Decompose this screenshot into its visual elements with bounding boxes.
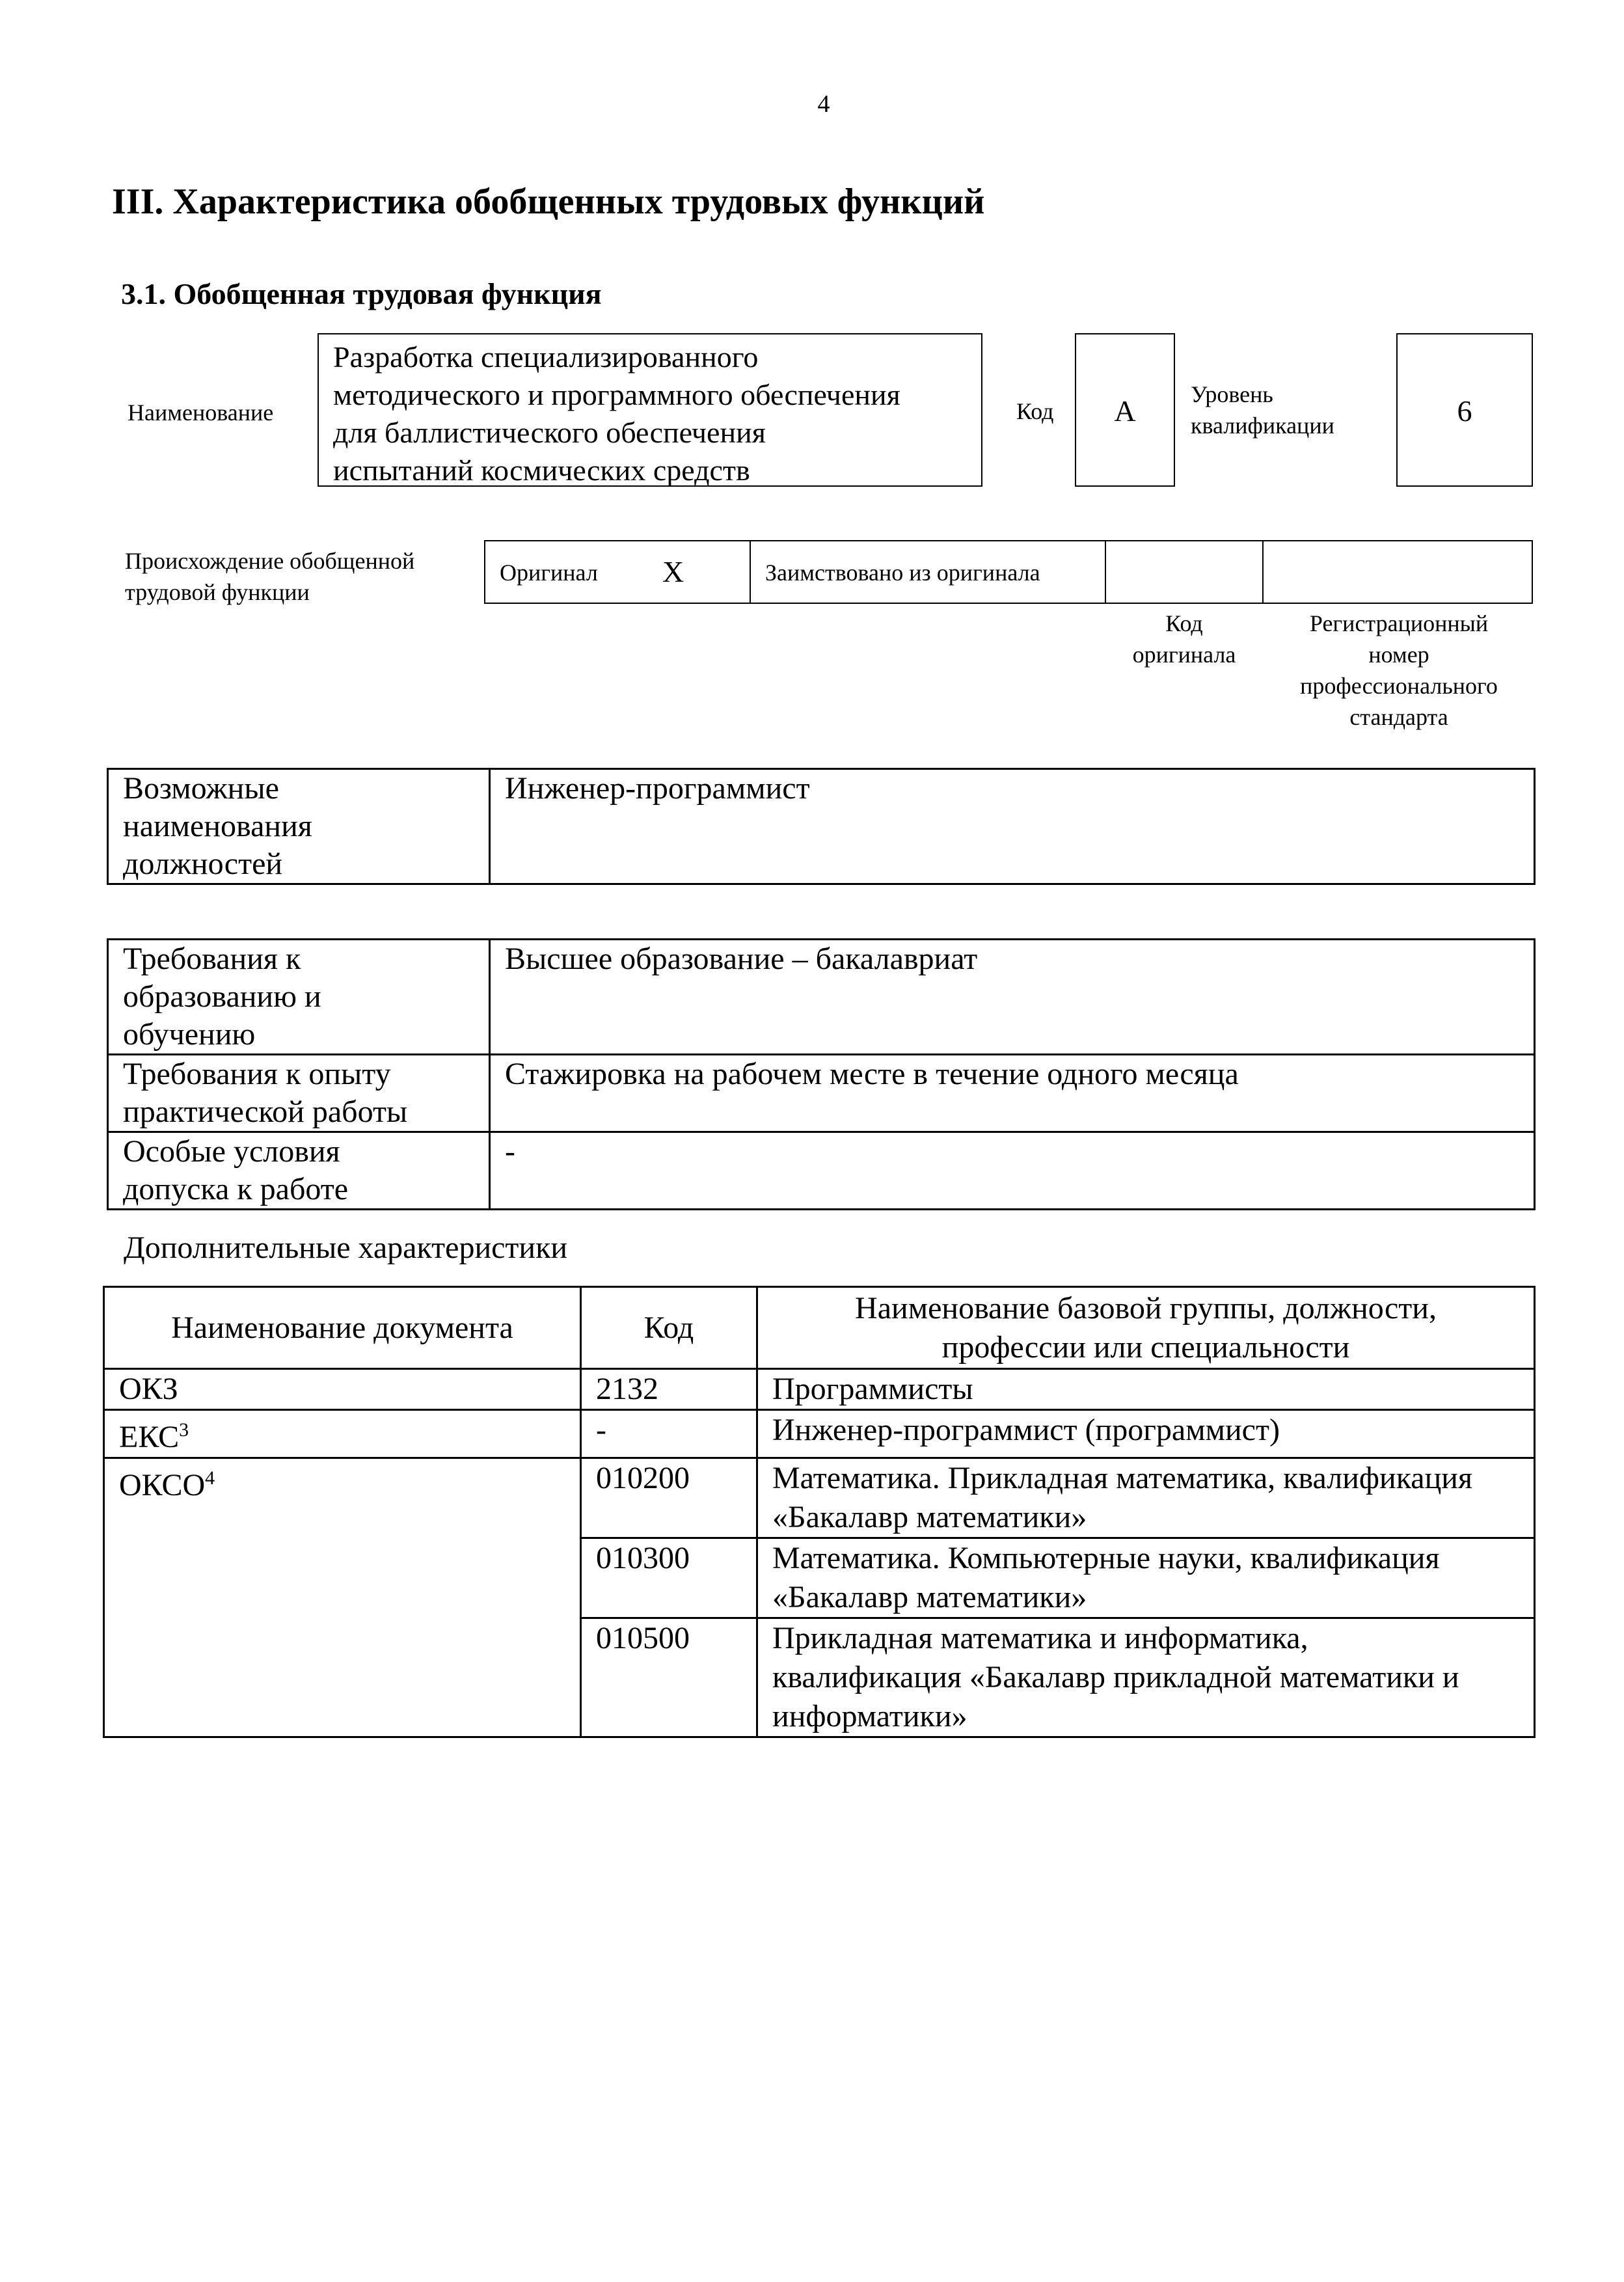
function-name-box [318, 333, 982, 487]
name-line: «Бакалавр математики» [772, 1580, 1087, 1614]
level-label [1191, 379, 1334, 441]
additional-table [103, 1286, 1536, 1738]
name-cell: Программисты [757, 1369, 1535, 1410]
original-mark: Х [662, 555, 684, 588]
requirements-row [108, 1055, 1535, 1132]
code-label: Код [1016, 398, 1054, 424]
header-name [757, 1287, 1535, 1369]
caption-line: номер [1368, 642, 1429, 668]
code-cell: 010200 [581, 1458, 757, 1538]
original-label: Оригинал [500, 560, 598, 586]
requirement-label-line: Особые условия [123, 1134, 340, 1169]
requirement-value: - [490, 1132, 1535, 1210]
requirement-label-line: допуска к работе [123, 1172, 349, 1206]
positions-row [108, 769, 1535, 884]
origin-divider [1262, 541, 1264, 603]
function-name-line: испытаний космических средств [333, 454, 750, 487]
table-row [104, 1369, 1535, 1410]
requirement-value: Высшее образование – бакалавриат [490, 940, 1535, 1055]
caption-line: оригинала [1132, 642, 1236, 668]
header-doc: Наименование документа [104, 1287, 581, 1369]
header-code: Код [581, 1287, 757, 1369]
positions-value: Инженер-программист [490, 769, 1535, 884]
origin-label [125, 545, 414, 608]
requirements-table [107, 938, 1536, 1210]
requirement-label-line: практической работы [123, 1094, 408, 1129]
name-line: «Бакалавр математики» [772, 1500, 1087, 1534]
caption-line: профессионального [1300, 673, 1498, 699]
origin-table [484, 540, 1533, 604]
name-cell: Инженер-программист (программист) [757, 1410, 1535, 1458]
header-name-line: Наименование базовой группы, должности, [855, 1290, 1437, 1325]
code-cell: - [581, 1410, 757, 1458]
origin-divider [750, 541, 751, 603]
origin-label-line: трудовой функции [125, 579, 310, 605]
name-cell [757, 1538, 1535, 1618]
requirement-label-line: Требования к [123, 942, 301, 976]
footnote-ref: 3 [179, 1419, 189, 1441]
name-line: квалификация «Бакалавр прикладной математики и [772, 1660, 1459, 1694]
name-cell [757, 1458, 1535, 1538]
name-line: Математика. Прикладная математика, квалификация [772, 1461, 1473, 1495]
footnote-ref: 4 [205, 1467, 215, 1489]
name-label: Наименование [128, 400, 274, 426]
origin-divider [1105, 541, 1106, 603]
positions-label-line: Возможные [123, 771, 279, 806]
code-cell: 010300 [581, 1538, 757, 1618]
requirement-label [108, 940, 490, 1055]
positions-table [107, 768, 1536, 885]
level-label-line: квалификации [1191, 413, 1334, 439]
code-cell: 010500 [581, 1618, 757, 1737]
requirement-label [108, 1132, 490, 1210]
requirement-label [108, 1055, 490, 1132]
function-name-line: Разработка специализированного [333, 340, 759, 374]
code-original-caption [1106, 608, 1262, 670]
doc-cell: ОКЗ [104, 1369, 581, 1410]
caption-line: стандарта [1349, 704, 1448, 730]
positions-label-line: должностей [123, 847, 283, 881]
origin-label-line: Происхождение обобщенной [125, 548, 415, 574]
positions-label [108, 769, 490, 884]
section-title: III. Характеристика обобщенных трудовых функций [112, 182, 985, 222]
borrowed-label: Заимствовано из оригинала [765, 560, 1040, 586]
reg-number-caption [1262, 608, 1536, 733]
doc-name: ЕКС [119, 1420, 180, 1454]
level-label-line: Уровень [1191, 381, 1273, 407]
name-line: Математика. Компьютерные науки, квалификация [772, 1541, 1440, 1575]
requirements-row [108, 940, 1535, 1055]
caption-line: Регистрационный [1309, 610, 1489, 636]
function-name-line: для баллистического обеспечения [333, 416, 766, 449]
name-cell [757, 1618, 1535, 1737]
name-line: информатики» [772, 1699, 968, 1733]
positions-label-line: наименования [123, 809, 312, 843]
level-value-box: 6 [1396, 333, 1533, 487]
additional-header-row [104, 1287, 1535, 1369]
function-name-line: методического и программного обеспечения [333, 378, 900, 411]
name-line: Прикладная математика и информатика, [772, 1621, 1308, 1655]
requirements-row [108, 1132, 1535, 1210]
doc-cell [104, 1410, 581, 1458]
code-cell: 2132 [581, 1369, 757, 1410]
requirement-label-line: обучению [123, 1017, 256, 1052]
additional-title: Дополнительные характеристики [124, 1230, 568, 1265]
code-value-box: А [1075, 333, 1175, 487]
caption-line: Код [1165, 610, 1203, 636]
header-name-line: профессии или специальности [941, 1329, 1350, 1365]
requirement-label-line: образованию и [123, 979, 321, 1014]
requirement-value: Стажировка на рабочем месте в течение одного месяца [490, 1055, 1535, 1132]
table-row [104, 1410, 1535, 1458]
doc-cell [104, 1458, 581, 1737]
subsection-title: 3.1. Обобщенная трудовая функция [121, 277, 602, 310]
requirement-label-line: Требования к опыту [123, 1057, 391, 1091]
table-row [104, 1458, 1535, 1538]
page-number: 4 [817, 90, 830, 118]
doc-name: ОКСО [119, 1468, 206, 1502]
